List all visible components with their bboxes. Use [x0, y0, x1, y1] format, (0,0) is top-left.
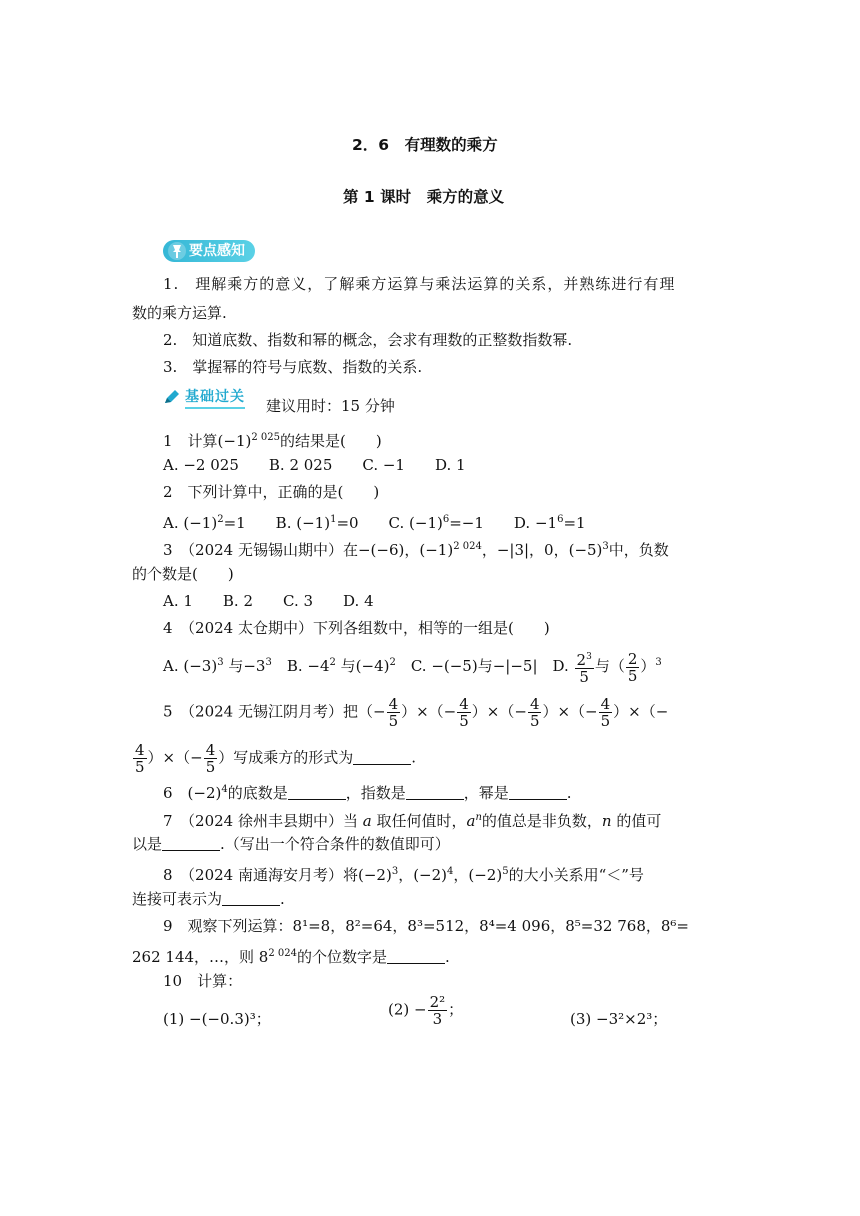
question-10-part-3: (3) −3²×2³；	[570, 1010, 668, 1028]
question-10-part-1: (1) −(−0.3)³；	[163, 1010, 271, 1028]
question-5: 5 （2024 无锡江阴月考）把（− $\frac{4}{5}$ ）×（− $\frac{4}{5}$ ）×（− $\frac{4}{5}$ ）×（− $\frac{4}{5}$ ）×（−	[163, 695, 669, 730]
section-title: 2．6 有理数的乘方	[352, 136, 498, 154]
question-1-options: A. −2 025 B. 2 025 C. −1 D. 1	[163, 456, 466, 474]
answer-blank[interactable]	[387, 949, 445, 964]
answer-blank[interactable]	[406, 785, 464, 800]
lesson-title: 第 1 课时 乘方的意义	[343, 188, 505, 206]
pushpin-icon	[167, 241, 187, 261]
answer-blank[interactable]	[162, 836, 220, 851]
question-7-cont: 以是 .（写出一个符合条件的数值即可）	[132, 835, 450, 853]
answer-blank[interactable]	[509, 785, 567, 800]
question-4-options: A. $(-3)^3$ 与$-3^3$ B. $-4^2$ 与$(-4)^2$ C. −(−5)与−|−5| D. $\frac{2^3}{5}$ 与（ $\frac{2}{5}$ ）$^3$	[163, 649, 662, 686]
answer-blank[interactable]	[288, 785, 346, 800]
question-7: 7 （2024 徐州丰县期中）当 a 取任何值时，$a^n$的值总是非负数，n 的值可	[163, 812, 662, 830]
answer-blank[interactable]	[353, 750, 411, 765]
question-10-part-2: (2) − $\frac{\text{2²}}{3}$ ；	[388, 993, 464, 1028]
question-9: 9 观察下列运算：8¹=8，8²=64，8³=512，8⁴=4 096，8⁵=32 768，8⁶=	[163, 917, 689, 935]
question-9-cont: 262 144，…，则 $8^{2 024}$的个位数字是 .	[132, 948, 450, 966]
question-5-cont: $\frac{4}{5}$ ）×（− $\frac{4}{5}$ ）写成乘方的形式为 .	[135, 741, 417, 776]
question-2: 2 下列计算中，正确的是( )	[163, 483, 380, 501]
question-3-cont: 的个数是( )	[132, 565, 234, 583]
key-point-1-cont: 数的乘方运算.	[132, 304, 227, 322]
key-point-3: 3. 掌握幂的符号与底数、指数的关系.	[163, 358, 423, 376]
question-8: 8 （2024 南通海安月考）将$(-2)^3$，$(-2)^4$，$(-2)^5$的大小关系用“＜”号	[163, 866, 644, 884]
question-4: 4 （2024 太仓期中）下列各组数中，相等的一组是( )	[163, 619, 550, 637]
key-point-2: 2. 知道底数、指数和幂的概念，会求有理数的正整数指数幂.	[163, 331, 573, 349]
question-6: 6 $(-2)^4$的底数是 ，指数是 ，幂是 .	[163, 784, 572, 802]
answer-blank[interactable]	[222, 891, 280, 906]
key-points-label: 要点感知	[189, 243, 245, 259]
key-point-1: 1. 理解乘方的意义，了解乘方运算与乘法运算的关系，并熟练进行有理	[163, 275, 676, 293]
basics-badge	[163, 387, 245, 407]
question-10: 10 计算：	[163, 972, 243, 990]
suggested-time: 建议用时：15 分钟	[266, 397, 395, 415]
question-2-options: A. $(-1)^2=1$ B. $(-1)^1=0$ C. $(-1)^6=-1$ D. $-1^6=1$	[163, 514, 586, 532]
basics-label: 基础过关	[185, 389, 245, 405]
pencil-icon	[163, 388, 181, 406]
question-1: 1 计算$(-1)^{2 025}$的结果是( )	[163, 432, 382, 450]
question-3-options: A. 1 B. 2 C. 3 D. 4	[163, 592, 374, 610]
question-3: 3 （2024 无锡锡山期中）在−(−6)，$(-1)^{2 024}$，−|3|，0，$(-5)^3$中，负数	[163, 541, 669, 559]
question-8-cont: 连接可表示为 .	[132, 890, 285, 908]
key-points-badge	[163, 240, 255, 262]
